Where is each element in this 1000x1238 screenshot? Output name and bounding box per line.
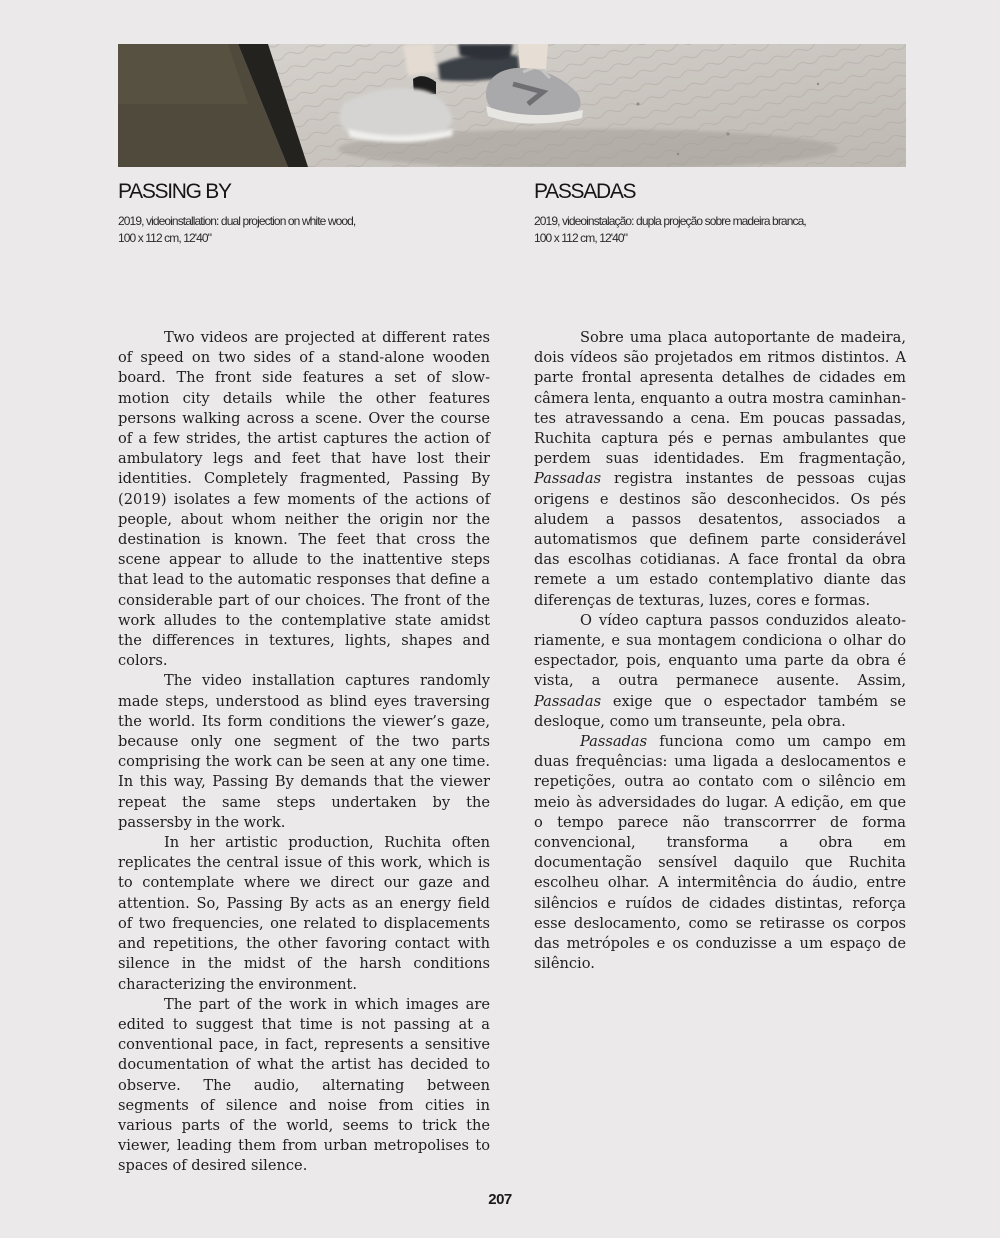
p1-italic-title: Passadas (534, 470, 602, 488)
portuguese-body (534, 328, 906, 975)
portuguese-caption-line1: 2019, videoinstalação: dupla projeção sobre madeira branca, (534, 214, 806, 228)
p2-text-b: exige que o espectador também se desloque, como um transeunte, pela obra. (534, 692, 906, 730)
english-paragraph-3: In her artistic production, Ruchita often replicates the central issue of this work, which is to contemplate where we direct our gaze and attention. So, Passing By acts as an energy field of two frequencies, one related to displacements and repetitions, the other favoring contact with silence in the midst of the harsh conditions characterizing the environment. (118, 834, 490, 993)
p3-text-b: funciona como um campo em duas frequências: uma ligada a deslocamentos e repetições, outra ao contato com o silêncio em meio às adversidades do lugar. A edição, em que o tempo parece não transcorrrer de forma convencional, transforma a obra em documentação sensível daquilo que Ruchita escolheu olhar. A intermitência do áudio, entre silêncios e ruídos de cidades distintas, reforça esse deslocamento, como se retirasse os corpos das metrópoles e os conduzisse a um espaço de silêncio. (534, 733, 906, 973)
portuguese-paragraph-3 (534, 732, 906, 974)
english-paragraph-2: The video installation captures randomly made steps, understood as blind eyes traversing the world. Its form conditions the viewer’s gaze, because only one segment of the two parts comprising the work can be seen at any one time. In this way, Passing By demands that the viewer repeat the same steps undertaken by the passersby in the work. (118, 672, 490, 831)
english-header (118, 180, 498, 247)
portuguese-paragraph-1 (534, 328, 906, 611)
portuguese-paragraph-2 (534, 611, 906, 732)
page-number: 207 (488, 1191, 512, 1208)
english-caption (118, 213, 498, 247)
walking-feet-image (118, 44, 906, 167)
english-caption-line1: 2019, videoinstallation: dual projection on white wood, (118, 214, 356, 228)
english-caption-line2: 100 x 112 cm, 12'40" (118, 231, 212, 245)
p1-text-b: registra instantes de pessoas cujas origens e destinos são desconhecidos. Os pés aludem a passos desatentos, associados a automatismos que definem parte considerável das escolhas cotidianas. A face frontal da obra remete a um estado contemplativo diante das diferenças de texturas, luzes, cores e formas. (534, 470, 906, 609)
portuguese-header (534, 180, 914, 247)
p1-text-a: Sobre uma placa autoportante de madeira, dois vídeos são projetados em ritmos distintos. A parte frontal apresenta detalhes de cidades em câmera lenta, enquanto a outra mostra caminhantes atravessando a cena. Em poucas passadas, Ruchita captura pés e pernas ambulantes que perdem suas identidades. Em fragmentação, (534, 329, 906, 468)
english-paragraph-4: The part of the work in which images are edited to suggest that time is not passing at a conventional pace, in fact, represents a sensitive documentation of what the artist has decided to observe. The audio, alternating between segments of silence and noise from cities in various parts of the world, seems to trick the viewer, leading them from urban metropolises to spaces of desired silence. (118, 995, 490, 1175)
portuguese-caption (534, 213, 914, 247)
p2-italic-title: Passadas (534, 692, 602, 710)
p3-italic-title: Passadas (580, 733, 648, 751)
portuguese-caption-line2: 100 x 112 cm, 12'40" (534, 231, 628, 245)
p2-text-a: O vídeo captura passos conduzidos aleatoriamente, e sua montagem condiciona o olhar do espectador, pois, enquanto uma parte da obra é vista, a outra permanece ausente. Assim, (534, 611, 906, 690)
english-paragraph-1: Two videos are projected at different rates of speed on two sides of a stand-alone wooden board. The front side features a set of slow-motion city details while the other features persons walking across a scene. Over the course of a few strides, the artist captures the action of ambulatory legs and feet that have lost their identities. Completely fragmented, Passing By (2019) isolates a few moments of the actions of people, about whom neither the origin nor the destination is known. The feet that cross the scene appear to allude to the inattentive steps that lead to the automatic responses that define a considerable part of our choices. The front of the work alludes to the contemplative state amidst the differences in textures, lights, shapes and colors. (118, 329, 490, 670)
hero-photo (118, 44, 906, 167)
english-body (118, 328, 490, 1177)
english-title: PASSING BY (118, 180, 231, 203)
portuguese-title: PASSADAS (534, 180, 636, 203)
